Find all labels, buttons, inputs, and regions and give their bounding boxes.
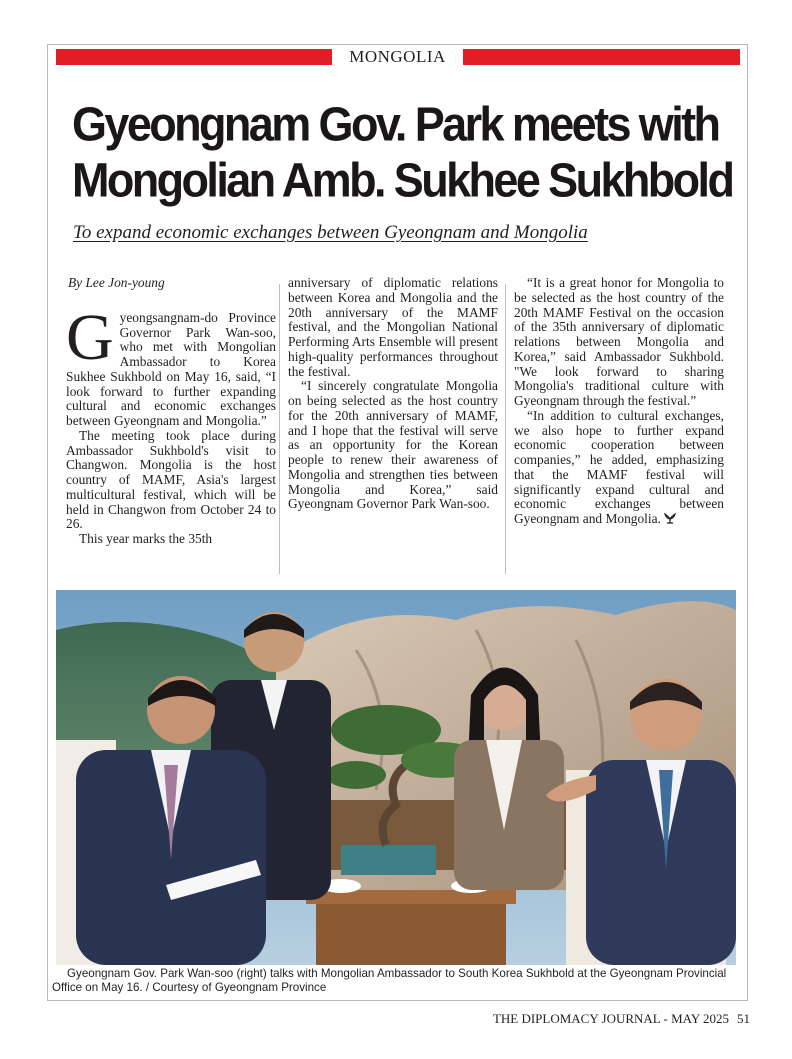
photo-illustration <box>56 590 736 965</box>
body-column-1 <box>66 276 276 547</box>
headline-line-1: Gyeongnam Gov. Park meets with <box>72 96 719 152</box>
page-number: 51 <box>737 1011 750 1026</box>
paragraph-2: The meeting took place during Ambassador Sukhbold's visit to Changwon. Mongolia is the host country of MAMF, Asia's largest multicultural festival, which will be held in Changwon from October 24 to 26. <box>66 427 276 532</box>
drop-cap: G <box>66 300 114 374</box>
end-of-article-mark-icon <box>664 513 676 524</box>
byline: By Lee Jon-young <box>68 275 165 290</box>
section-bar-left <box>56 49 332 65</box>
paragraph-6-text: “In addition to cultural exchanges, we also hope to further expand economic cooperation between companies,” he added, emphasizing that the MAMF festival will significantly expand cultural and economic exchanges between Gyeongnam and Mongolia. <box>514 407 724 526</box>
paragraph-5: “It is a great honor for Mongolia to be selected as the host country of the 20th MAMF Festival on the occasion of the 35th anniversary of diplomatic relations between Mongolia and Korea,” said Ambassador Sukhbold. "We look forward to sharing Mongolia's traditional culture with Gyeongnam through the festival.” <box>514 275 724 408</box>
paragraph-3-continued: anniversary of diplomatic relations between Korea and Mongolia and the 20th anniversary of the MAMF festival, and the Mongolian National Performing Arts Ensemble will present high-quality performances throughout the festival. <box>288 275 498 379</box>
paragraph-1-text: yeongsangnam-do Province Governor Park Wan-soo, who met with Mongolian Ambassador to Korea Sukhee Sukhbold on May 16, said, “I look forward to further expanding cultural and economic exchanges between Gyeongnam and Mongolia.” <box>66 309 276 428</box>
publication-name: THE DIPLOMACY JOURNAL - MAY 2025 <box>492 1011 729 1026</box>
body-column-3 <box>514 276 724 527</box>
section-bar-right <box>463 49 740 65</box>
photo-caption: Gyeongnam Gov. Park Wan-soo (right) talks with Mongolian Ambassador to South Korea Sukhbold at the Gyeongnam Provincial Office on May 16. / Courtesy of Gyeongnam Province <box>52 967 727 994</box>
paragraph-4: “I sincerely congratulate Mongolia on being selected as the host country for the 20th anniversary of MAMF, and I hope that the festival will serve as an opportunity for the Korean people to renew their awareness of Mongolia and strengthen ties between Mongolia and Korea,” said Gyeongnam Governor Park Wan-soo. <box>288 378 498 512</box>
body-column-2 <box>288 276 498 512</box>
article-subhead: To expand economic exchanges between Gyeongnam and Mongolia <box>73 222 588 243</box>
headline-line-2: Mongolian Amb. Sukhee Sukhbold <box>72 152 733 208</box>
article-photo <box>56 590 736 965</box>
page-footer <box>493 1011 750 1027</box>
paragraph-1 <box>66 300 276 429</box>
section-label: MONGOLIA <box>349 47 446 66</box>
paragraph-3-start: This year marks the 35th <box>79 531 213 546</box>
paragraph-6 <box>514 409 724 527</box>
article-headline <box>72 96 752 208</box>
article-body <box>66 276 742 578</box>
